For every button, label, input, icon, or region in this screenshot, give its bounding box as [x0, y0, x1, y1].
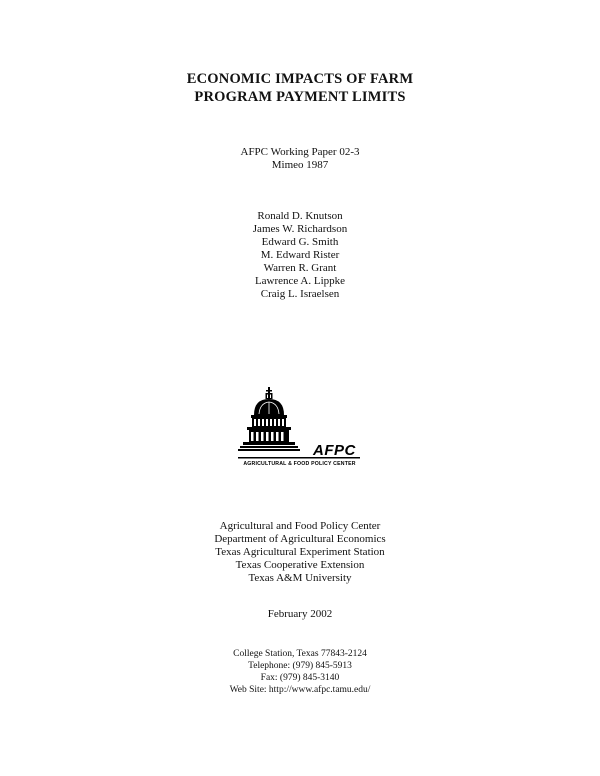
- website-link[interactable]: Web Site: http://www.afpc.tamu.edu/: [229, 685, 371, 695]
- publication-date: February 2002: [267, 608, 333, 620]
- author: Lawrence A. Lippke: [254, 275, 346, 287]
- author: Warren R. Grant: [263, 262, 337, 274]
- institution-list: [0, 520, 600, 585]
- fax: Fax: (979) 845-3140: [260, 673, 340, 683]
- author: James W. Richardson: [252, 223, 348, 235]
- author: Edward G. Smith: [261, 236, 339, 248]
- institution: Agricultural and Food Policy Center: [219, 520, 381, 532]
- logo-acronym: AFPC: [313, 442, 356, 459]
- author-list: [0, 210, 600, 301]
- institution: Texas A&M University: [248, 572, 352, 584]
- address: College Station, Texas 77843-2124: [233, 649, 367, 659]
- institution: Texas Cooperative Extension: [235, 559, 365, 571]
- title-line-2: PROGRAM PAYMENT LIMITS: [194, 89, 406, 105]
- institution: Texas Agricultural Experiment Station: [215, 546, 385, 558]
- institution: Department of Agricultural Economics: [214, 533, 386, 545]
- title-line-1: ECONOMIC IMPACTS OF FARM: [186, 71, 414, 87]
- author: M. Edward Rister: [260, 249, 340, 261]
- working-paper-info: [0, 146, 600, 172]
- author: Ronald D. Knutson: [257, 210, 343, 222]
- author: Craig L. Israelsen: [260, 288, 340, 300]
- contact-info: [0, 648, 600, 696]
- document-title: [0, 70, 600, 106]
- working-paper-number: AFPC Working Paper 02-3: [240, 146, 360, 158]
- telephone: Telephone: (979) 845-5913: [248, 661, 352, 671]
- afpc-logo: [237, 385, 362, 475]
- logo-caption: AGRICULTURAL & FOOD POLICY CENTER: [243, 461, 356, 467]
- mimeo-number: Mimeo 1987: [271, 159, 329, 171]
